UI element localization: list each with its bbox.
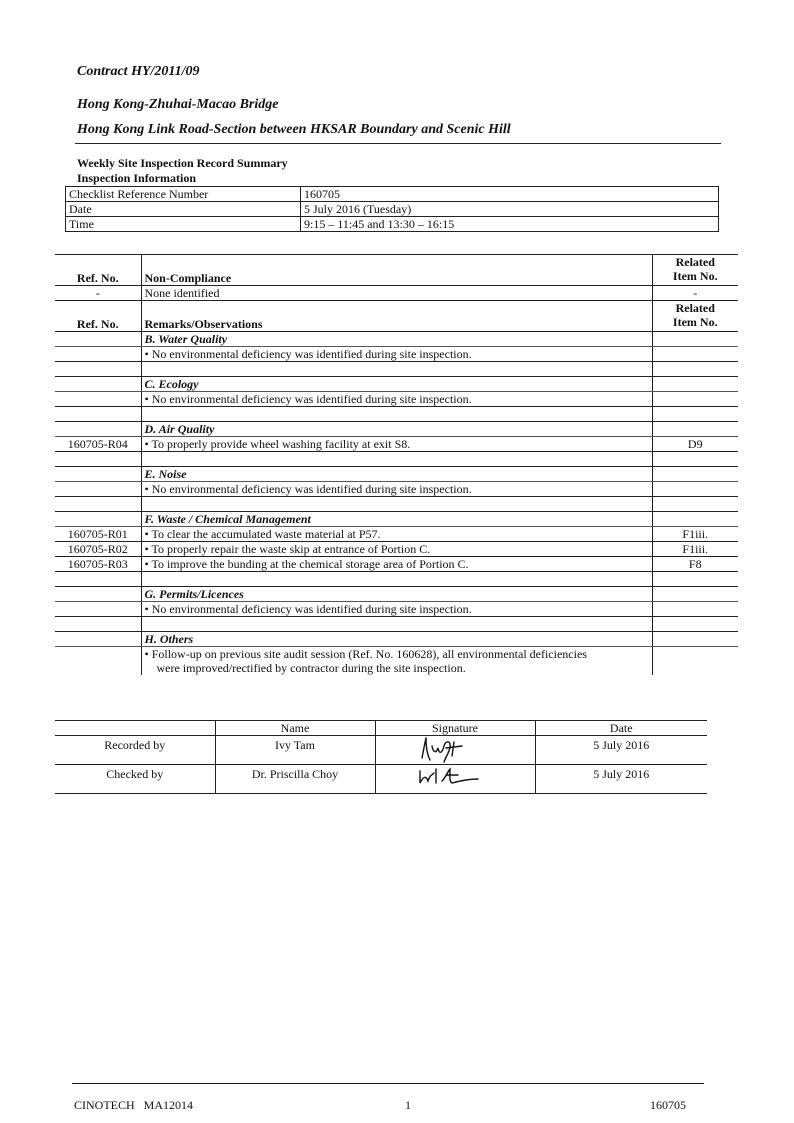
signoff-header-name: Name	[215, 721, 375, 736]
remark-ref: 160705-R03	[55, 557, 141, 572]
noncompliance-row	[55, 286, 738, 301]
spacer-row	[55, 452, 738, 467]
signoff-name: Ivy Tam	[215, 736, 375, 765]
inspection-info-table	[65, 186, 719, 232]
project-title: Hong Kong-Zhuhai-Macao Bridge	[77, 97, 279, 112]
section-title-others: H. Others	[141, 632, 652, 647]
nc-ref: -	[55, 286, 141, 301]
signoff-table	[55, 720, 707, 794]
contract-number: Contract HY/2011/09	[77, 64, 200, 79]
remark-row	[55, 602, 738, 617]
section-heading-row	[55, 377, 738, 392]
section-title-permits: G. Permits/Licences	[141, 587, 652, 602]
nc-item: -	[652, 286, 738, 301]
section-heading-row	[55, 467, 738, 482]
noncompliance-header-row	[55, 255, 738, 286]
signature-cell	[375, 765, 535, 794]
footer-reference: 160705	[650, 1098, 686, 1112]
time-label: Time	[66, 217, 301, 232]
remark-row	[55, 347, 738, 362]
remark-text: • No environmental deficiency was identified during site inspection.	[141, 347, 652, 362]
header-rule	[75, 143, 721, 144]
footer-page-number: 1	[405, 1098, 411, 1112]
nc-header-item: Related Item No.	[652, 255, 738, 286]
section-title-noise: E. Noise	[141, 467, 652, 482]
section-heading-row	[55, 332, 738, 347]
spacer-row	[55, 572, 738, 587]
spacer-row	[55, 497, 738, 512]
section-heading-row	[55, 632, 738, 647]
nc-desc: None identified	[141, 286, 652, 301]
remark-row	[55, 392, 738, 407]
remarks-header-row	[55, 301, 738, 332]
signoff-role: Checked by	[55, 765, 215, 794]
signoff-role: Recorded by	[55, 736, 215, 765]
nc-header-ref: Ref. No.	[55, 255, 141, 286]
section-title-ecology: C. Ecology	[141, 377, 652, 392]
spacer-row	[55, 407, 738, 422]
signoff-row	[55, 736, 707, 765]
section-title: Hong Kong Link Road-Section between HKSAR Boundary and Scenic Hill	[77, 122, 511, 137]
info-row-ref	[66, 187, 719, 202]
section-title-waste: F. Waste / Chemical Management	[141, 512, 652, 527]
spacer-row	[55, 362, 738, 377]
handwritten-signature-icon	[416, 734, 496, 764]
remark-ref: 160705-R01	[55, 527, 141, 542]
date-value: 5 July 2016 (Tuesday)	[301, 202, 719, 217]
signature-cell	[375, 736, 535, 765]
remark-ref: 160705-R02	[55, 542, 141, 557]
signoff-date: 5 July 2016	[535, 736, 707, 765]
remark-ref: 160705-R04	[55, 437, 141, 452]
footer-rule	[72, 1083, 704, 1084]
ref-value: 160705	[301, 187, 719, 202]
remark-text: • No environmental deficiency was identified during site inspection.	[141, 392, 652, 407]
section-title-water: B. Water Quality	[141, 332, 652, 347]
section-title-air: D. Air Quality	[141, 422, 652, 437]
date-label: Date	[66, 202, 301, 217]
remark-text: • To clear the accumulated waste material at P57.	[141, 527, 652, 542]
signoff-header-role	[55, 721, 215, 736]
signoff-date: 5 July 2016	[535, 765, 707, 794]
signoff-header-signature: Signature	[375, 721, 535, 736]
remark-item: F1iii.	[652, 542, 738, 557]
remark-row	[55, 482, 738, 497]
section-heading-row	[55, 422, 738, 437]
ref-label: Checklist Reference Number	[66, 187, 301, 202]
section-heading-row	[55, 587, 738, 602]
signoff-row	[55, 765, 707, 794]
remark-text: • Follow-up on previous site audit session (Ref. No. 160628), all environmental deficiencies were improved/rectified by contractor during the site inspection.	[141, 647, 652, 676]
signoff-name: Dr. Priscilla Choy	[215, 765, 375, 794]
remark-row	[55, 647, 738, 676]
remark-item: F8	[652, 557, 738, 572]
nc-header-desc: Non-Compliance	[141, 255, 652, 286]
info-row-time	[66, 217, 719, 232]
time-value: 9:15 – 11:45 and 13:30 – 16:15	[301, 217, 719, 232]
remark-text: • No environmental deficiency was identified during site inspection.	[141, 482, 652, 497]
remark-text: • No environmental deficiency was identified during site inspection.	[141, 602, 652, 617]
remark-row	[55, 437, 738, 452]
summary-title: Weekly Site Inspection Record Summary	[77, 156, 288, 170]
remark-item: D9	[652, 437, 738, 452]
remarks-header-ref: Ref. No.	[55, 301, 141, 332]
remark-row	[55, 542, 738, 557]
spacer-row	[55, 617, 738, 632]
remark-text: • To improve the bunding at the chemical storage area of Portion C.	[141, 557, 652, 572]
section-heading-row	[55, 512, 738, 527]
remark-text: • To properly repair the waste skip at entrance of Portion C.	[141, 542, 652, 557]
remarks-header-item: Related Item No.	[652, 301, 738, 332]
remark-row	[55, 527, 738, 542]
info-row-date	[66, 202, 719, 217]
signoff-header-row	[55, 721, 707, 736]
handwritten-signature-icon	[416, 765, 496, 789]
signoff-header-date: Date	[535, 721, 707, 736]
inspection-record-table	[55, 255, 738, 675]
footer-company: CINOTECH MA12014	[74, 1098, 193, 1112]
remark-item: F1iii.	[652, 527, 738, 542]
remarks-header-desc: Remarks/Observations	[141, 301, 652, 332]
remark-row	[55, 557, 738, 572]
info-title: Inspection Information	[77, 171, 197, 185]
remark-text: • To properly provide wheel washing facility at exit S8.	[141, 437, 652, 452]
